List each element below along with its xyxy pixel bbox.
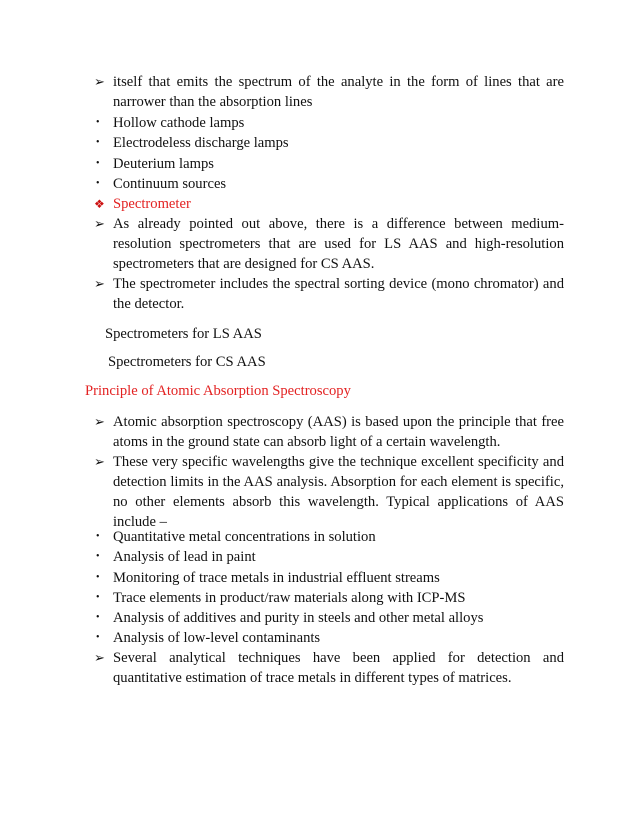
list-item-text: These very specific wavelengths give the technique excellent specificity and detection limits in the AAS analysis. Absorption for each element is specific, no other elements absorb this wavelength. Typical applications of AAS include –	[113, 454, 564, 530]
list-item-text: Analysis of low-level contaminants	[113, 630, 321, 646]
list-item-text: Analysis of lead in paint	[113, 549, 256, 565]
bullet-icon: •	[96, 612, 100, 623]
bullet-icon: •	[96, 137, 100, 148]
list-item	[94, 72, 564, 112]
list-item-text: Continuum sources	[113, 176, 227, 192]
list-item	[94, 214, 564, 274]
arrow-bullet-icon: ➢	[94, 414, 105, 429]
bullet-icon: •	[96, 158, 100, 169]
section-heading: Principle of Atomic Absorption Spectroscopy	[85, 383, 351, 399]
list-item-text: Several analytical techniques have been applied for detection and quantitative estimation of trace metals in different types of matrices.	[113, 650, 564, 686]
list-item-text: Monitoring of trace metals in industrial effluent streams	[113, 570, 440, 586]
list-item	[94, 628, 564, 648]
diamond-bullet-icon: ❖	[94, 197, 105, 211]
list-item	[94, 174, 564, 194]
list-item	[94, 412, 564, 452]
bullet-icon: •	[96, 117, 100, 128]
bullet-icon: •	[96, 178, 100, 189]
list-item	[94, 648, 564, 688]
list-item	[94, 568, 564, 588]
list-item-text: Atomic absorption spectroscopy (AAS) is based upon the principle that free atoms in the ground state can absorb light of a certain wavelength.	[113, 414, 564, 450]
bullet-icon: •	[96, 632, 100, 643]
list-item	[94, 608, 564, 628]
arrow-bullet-icon: ➢	[94, 276, 105, 291]
list-item-text: Analysis of additives and purity in steels and other metal alloys	[113, 610, 484, 626]
line-cs-aas: Spectrometers for CS AAS	[108, 354, 266, 370]
list-item	[94, 274, 564, 314]
list-item-text: The spectrometer includes the spectral sorting device (mono chromator) and the detector.	[113, 276, 564, 312]
list-item	[94, 527, 564, 547]
list-item	[94, 588, 564, 608]
list-item-text: Deuterium lamps	[113, 156, 214, 172]
list-item-text: itself that emits the spectrum of the analyte in the form of lines that are narrower than the absorption lines	[113, 74, 564, 110]
bullet-icon: •	[96, 592, 100, 603]
list-item	[94, 133, 564, 153]
bullet-icon: •	[96, 572, 100, 583]
list-item-text: Hollow cathode lamps	[113, 115, 245, 131]
arrow-bullet-icon: ➢	[94, 650, 105, 665]
list-item-text: Trace elements in product/raw materials along with ICP-MS	[113, 590, 466, 606]
arrow-bullet-icon: ➢	[94, 216, 105, 231]
arrow-bullet-icon: ➢	[94, 454, 105, 469]
list-item-text: As already pointed out above, there is a difference between medium-resolution spectrometers that are used for LS AAS and high-resolution spectrometers that are designed for CS AAS.	[113, 216, 564, 272]
list-item-text: Quantitative metal concentrations in solution	[113, 529, 376, 545]
bullet-icon: •	[96, 551, 100, 562]
list-item	[94, 113, 564, 133]
line-ls-aas: Spectrometers for LS AAS	[105, 326, 262, 342]
list-item	[94, 194, 564, 214]
bullet-icon: •	[96, 531, 100, 542]
subheading-spectrometer: Spectrometer	[113, 196, 191, 212]
list-item	[94, 547, 564, 567]
arrow-bullet-icon: ➢	[94, 74, 105, 89]
list-item	[94, 154, 564, 174]
list-item	[94, 452, 564, 532]
list-item-text: Electrodeless discharge lamps	[113, 135, 289, 151]
